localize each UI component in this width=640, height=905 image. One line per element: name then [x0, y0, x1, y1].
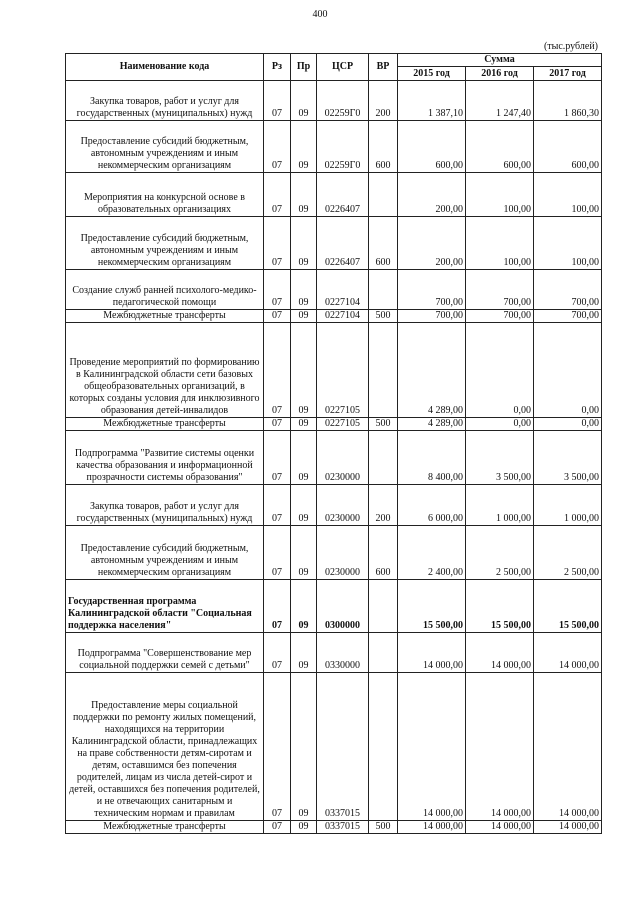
row-vr [369, 580, 398, 633]
row-csr: 0300000 [317, 580, 369, 633]
row-2016: 15 500,00 [466, 580, 534, 633]
row-rz: 07 [264, 173, 291, 217]
row-csr: 0337015 [317, 673, 369, 821]
row-pr: 09 [291, 418, 317, 431]
row-2016: 2 500,00 [466, 526, 534, 580]
row-2015: 200,00 [398, 173, 466, 217]
row-2016: 100,00 [466, 217, 534, 270]
row-rz: 07 [264, 580, 291, 633]
row-vr: 600 [369, 121, 398, 173]
header-csr: ЦСР [317, 54, 369, 81]
row-rz: 07 [264, 633, 291, 673]
row-name: Межбюджетные трансферты [66, 418, 264, 431]
table-row [66, 418, 602, 431]
row-pr: 09 [291, 270, 317, 310]
row-pr: 09 [291, 121, 317, 173]
row-csr: 0227104 [317, 270, 369, 310]
row-2017: 14 000,00 [534, 633, 602, 673]
row-vr: 600 [369, 217, 398, 270]
row-rz: 07 [264, 821, 291, 834]
row-csr: 02259Г0 [317, 121, 369, 173]
table-row [66, 821, 602, 834]
row-rz: 07 [264, 485, 291, 526]
row-csr: 0227105 [317, 323, 369, 418]
row-2017: 700,00 [534, 270, 602, 310]
row-pr: 09 [291, 580, 317, 633]
row-2015: 700,00 [398, 310, 466, 323]
row-vr: 200 [369, 81, 398, 121]
row-rz: 07 [264, 121, 291, 173]
table-row [66, 526, 602, 580]
row-2016: 3 500,00 [466, 431, 534, 485]
header-2016: 2016 год [466, 67, 534, 81]
row-2017: 15 500,00 [534, 580, 602, 633]
row-name: Проведение мероприятий по формированию в Калининградской области сети базовых общеобразовательных организаций, в которых созданы условия для инклюзивного образования детей-инвалидов [66, 323, 264, 418]
header-2017: 2017 год [534, 67, 602, 81]
row-name: Закупка товаров, работ и услуг для государственных (муниципальных) нужд [66, 81, 264, 121]
table-row [66, 173, 602, 217]
row-vr [369, 633, 398, 673]
row-2017: 14 000,00 [534, 673, 602, 821]
row-rz: 07 [264, 418, 291, 431]
row-2016: 700,00 [466, 310, 534, 323]
row-2015: 15 500,00 [398, 580, 466, 633]
row-2015: 2 400,00 [398, 526, 466, 580]
row-pr: 09 [291, 310, 317, 323]
row-name: Межбюджетные трансферты [66, 821, 264, 834]
row-2015: 14 000,00 [398, 633, 466, 673]
row-vr: 500 [369, 821, 398, 834]
table-row [66, 485, 602, 526]
row-2017: 700,00 [534, 310, 602, 323]
row-2015: 1 387,10 [398, 81, 466, 121]
row-2017: 0,00 [534, 323, 602, 418]
row-2015: 4 289,00 [398, 323, 466, 418]
table-row [66, 633, 602, 673]
row-pr: 09 [291, 323, 317, 418]
row-csr: 0227104 [317, 310, 369, 323]
row-2017: 3 500,00 [534, 431, 602, 485]
header-name: Наименование кода [66, 54, 264, 81]
row-rz: 07 [264, 673, 291, 821]
page-number: 400 [312, 9, 328, 20]
row-pr: 09 [291, 526, 317, 580]
row-csr: 0230000 [317, 526, 369, 580]
row-name: Предоставление субсидий бюджетным, автономным учреждениям и иным некоммерческим организациям [66, 121, 264, 173]
row-name: Предоставление субсидий бюджетным, автономным учреждениям и иным некоммерческим организациям [66, 217, 264, 270]
row-vr [369, 173, 398, 217]
row-rz: 07 [264, 270, 291, 310]
row-name: Мероприятия на конкурсной основе в образовательных организациях [66, 173, 264, 217]
row-pr: 09 [291, 431, 317, 485]
row-csr: 0330000 [317, 633, 369, 673]
row-name: Закупка товаров, работ и услуг для государственных (муниципальных) нужд [66, 485, 264, 526]
row-vr: 200 [369, 485, 398, 526]
row-2015: 700,00 [398, 270, 466, 310]
table-row [66, 431, 602, 485]
row-2016: 14 000,00 [466, 633, 534, 673]
row-rz: 07 [264, 431, 291, 485]
row-2016: 100,00 [466, 173, 534, 217]
row-2017: 100,00 [534, 173, 602, 217]
row-name: Создание служб ранней психолого-медико-педагогической помощи [66, 270, 264, 310]
row-rz: 07 [264, 310, 291, 323]
row-pr: 09 [291, 673, 317, 821]
row-2016: 600,00 [466, 121, 534, 173]
row-2015: 600,00 [398, 121, 466, 173]
row-2016: 1 247,40 [466, 81, 534, 121]
units-label: (тыс.рублей) [543, 41, 598, 52]
row-pr: 09 [291, 173, 317, 217]
row-2017: 100,00 [534, 217, 602, 270]
row-2016: 0,00 [466, 323, 534, 418]
header-pr: Пр [291, 54, 317, 81]
row-rz: 07 [264, 323, 291, 418]
row-vr: 600 [369, 526, 398, 580]
row-vr [369, 323, 398, 418]
table-row [66, 310, 602, 323]
row-vr: 500 [369, 418, 398, 431]
row-2016: 14 000,00 [466, 821, 534, 834]
row-pr: 09 [291, 633, 317, 673]
row-2017: 0,00 [534, 418, 602, 431]
row-2015: 200,00 [398, 217, 466, 270]
header-2015: 2015 год [398, 67, 466, 81]
row-csr: 0227105 [317, 418, 369, 431]
row-2017: 2 500,00 [534, 526, 602, 580]
row-2015: 14 000,00 [398, 673, 466, 821]
row-pr: 09 [291, 485, 317, 526]
table-row [66, 270, 602, 310]
table-row [66, 673, 602, 821]
row-csr: 0226407 [317, 217, 369, 270]
row-2017: 14 000,00 [534, 821, 602, 834]
table-row [66, 121, 602, 173]
row-2016: 0,00 [466, 418, 534, 431]
row-name: Подпрограмма "Развитие системы оценки качества образования и информационной прозрачности системы образования" [66, 431, 264, 485]
row-2015: 8 400,00 [398, 431, 466, 485]
row-csr: 0337015 [317, 821, 369, 834]
row-name: Предоставление субсидий бюджетным, автономным учреждениям и иным некоммерческим организациям [66, 526, 264, 580]
table-row-program [66, 580, 602, 633]
row-pr: 09 [291, 81, 317, 121]
table-row [66, 81, 602, 121]
row-name: Государственная программа Калининградской области "Социальная поддержка населения" [66, 580, 264, 633]
row-vr [369, 431, 398, 485]
row-2016: 700,00 [466, 270, 534, 310]
row-rz: 07 [264, 526, 291, 580]
row-name: Подпрограмма "Совершенствование мер социальной поддержки семей с детьми" [66, 633, 264, 673]
row-rz: 07 [264, 217, 291, 270]
row-vr [369, 673, 398, 821]
row-csr: 0230000 [317, 485, 369, 526]
row-2015: 14 000,00 [398, 821, 466, 834]
row-pr: 09 [291, 821, 317, 834]
row-vr [369, 270, 398, 310]
row-csr: 0230000 [317, 431, 369, 485]
row-2017: 600,00 [534, 121, 602, 173]
header-vr: ВР [369, 54, 398, 81]
row-rz: 07 [264, 81, 291, 121]
row-vr: 500 [369, 310, 398, 323]
row-2017: 1 000,00 [534, 485, 602, 526]
budget-table [65, 53, 602, 834]
row-csr: 0226407 [317, 173, 369, 217]
header-rz: Рз [264, 54, 291, 81]
row-2016: 1 000,00 [466, 485, 534, 526]
row-2015: 4 289,00 [398, 418, 466, 431]
row-2017: 1 860,30 [534, 81, 602, 121]
row-pr: 09 [291, 217, 317, 270]
table-row [66, 323, 602, 418]
header-sum: Сумма [398, 54, 602, 67]
row-name: Предоставление меры социальной поддержки по ремонту жилых помещений, находящихся на территории Калининградской области, принадлежащих на праве собственности детям-сиротам и детям, оставшимся без попечения родителей, лицам из числа детей-сирот и детей, оставшихся без попечения родителей, и не отвечающих санитарным и техническим нормам и правилам [66, 673, 264, 821]
row-2016: 14 000,00 [466, 673, 534, 821]
row-2015: 6 000,00 [398, 485, 466, 526]
table-row [66, 217, 602, 270]
row-csr: 02259Г0 [317, 81, 369, 121]
row-name: Межбюджетные трансферты [66, 310, 264, 323]
